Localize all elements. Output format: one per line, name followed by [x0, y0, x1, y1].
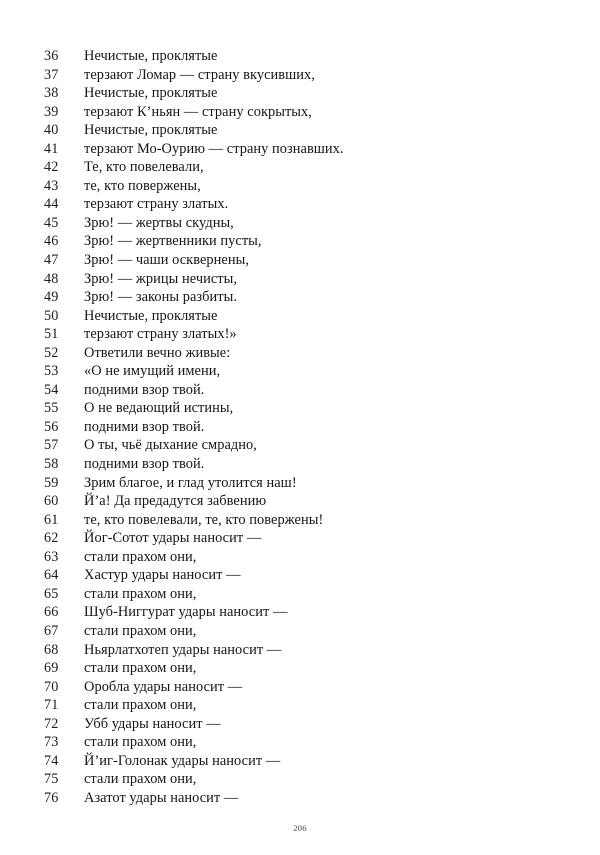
verse-line-text: Ньярлатхотеп удары наносит — — [84, 641, 282, 658]
verse-line-number: 72 — [44, 715, 59, 732]
verse-line — [0, 733, 600, 752]
verse-line — [0, 325, 600, 344]
verse-line — [0, 103, 600, 122]
verse-line — [0, 344, 600, 363]
verse-line — [0, 548, 600, 567]
verse-line-number: 66 — [44, 604, 59, 621]
verse-line — [0, 622, 600, 641]
verse-line-number: 70 — [44, 678, 59, 695]
verse-line-text: Убб удары наносит — — [84, 715, 221, 732]
verse-line-text: стали прахом они, — [84, 771, 197, 788]
verse-line-text: стали прахом они, — [84, 622, 197, 639]
verse-line-text: стали прахом они, — [84, 548, 197, 565]
verse-line-number: 41 — [44, 140, 59, 157]
verse-line-text: Й’иг-Голонак удары наносит — — [84, 752, 281, 769]
verse-line-number: 58 — [44, 456, 59, 473]
verse-line-number: 68 — [44, 641, 59, 658]
verse-line — [0, 529, 600, 548]
verse-line-number: 76 — [44, 789, 59, 806]
verse-line-text: стали прахом они, — [84, 585, 197, 602]
verse-line-text: Хастур удары наносит — — [84, 567, 241, 584]
verse-line — [0, 270, 600, 289]
verse-line-text: Нечистые, проклятые — [84, 48, 218, 64]
verse-line-text: Йог-Сотот удары наносит — — [84, 530, 262, 547]
verse-line-number: 42 — [44, 159, 59, 176]
verse-line — [0, 251, 600, 270]
page-number: 206 — [293, 823, 307, 833]
verse-line — [0, 399, 600, 418]
verse-line — [0, 84, 600, 103]
verse-line-text: стали прахом они, — [84, 697, 197, 714]
verse-line — [0, 362, 600, 381]
verse-line — [0, 752, 600, 771]
verse-line-text: О не ведающий истины, — [84, 400, 234, 417]
verse-line-text: стали прахом они, — [84, 734, 197, 751]
verse-line-number: 65 — [44, 585, 59, 602]
verse-line — [0, 436, 600, 455]
verse-line-number: 75 — [44, 771, 59, 788]
verse-line-text: Оробла удары наносит — — [84, 678, 243, 695]
verse-line-number: 61 — [44, 511, 59, 528]
verse-line — [0, 641, 600, 660]
verse-line — [0, 585, 600, 604]
verse-line — [0, 66, 600, 85]
verse-line-number: 69 — [44, 660, 59, 677]
verse-line-text: подними взор твой. — [84, 418, 205, 435]
verse-line-text: Нечистые, проклятые — [84, 122, 218, 139]
verse-line-text: те, кто повелевали, те, кто повержены! — [84, 511, 324, 528]
verse-line-text: Зрю! — жрицы нечисты, — [84, 270, 238, 287]
verse-line-number: 36 — [44, 48, 59, 64]
verse-line-text: терзают Ломар — страну вкусивших, — [84, 66, 315, 83]
verse-line — [0, 418, 600, 437]
verse-line-text: подними взор твой. — [84, 381, 205, 398]
verse-line-number: 73 — [44, 734, 59, 751]
verse-lines-container — [0, 47, 600, 807]
verse-line-number: 37 — [44, 66, 59, 83]
verse-line-number: 38 — [44, 85, 59, 102]
verse-line-text: О ты, чьё дыхание смрадно, — [84, 437, 257, 454]
verse-line-text: те, кто повержены, — [84, 177, 201, 194]
verse-line — [0, 177, 600, 196]
verse-line-number: 43 — [44, 177, 59, 194]
verse-line — [0, 288, 600, 307]
verse-line — [0, 455, 600, 474]
verse-line-number: 39 — [44, 103, 59, 120]
verse-line — [0, 715, 600, 734]
verse-line — [0, 214, 600, 233]
verse-line-text: Нечистые, проклятые — [84, 307, 218, 324]
verse-line-text: терзают страну златых!» — [84, 326, 237, 343]
verse-line — [0, 566, 600, 585]
verse-line-number: 74 — [44, 752, 59, 769]
verse-line — [0, 789, 600, 808]
verse-line-text: Те, кто повелевали, — [84, 159, 204, 176]
verse-line-text: Нечистые, проклятые — [84, 85, 218, 102]
verse-line-text: Й’а! Да предадутся забвению — [84, 493, 267, 510]
verse-line — [0, 678, 600, 697]
verse-line-number: 60 — [44, 493, 59, 510]
verse-line-number: 54 — [44, 381, 59, 398]
verse-line-text: Зрю! — жертвенники пусты, — [84, 233, 262, 250]
verse-line-number: 51 — [44, 326, 59, 343]
verse-line — [0, 696, 600, 715]
verse-line-text: подними взор твой. — [84, 456, 205, 473]
verse-line-number: 49 — [44, 289, 59, 306]
verse-line — [0, 121, 600, 140]
verse-line — [0, 232, 600, 251]
verse-line-number: 64 — [44, 567, 59, 584]
verse-line-text: Зрю! — жертвы скудны, — [84, 214, 234, 231]
verse-line-text: стали прахом они, — [84, 660, 197, 677]
verse-line-text: терзают Мо-Оурию — страну познавших. — [84, 140, 344, 157]
verse-line — [0, 381, 600, 400]
verse-line-number: 44 — [44, 196, 59, 213]
verse-line-number: 47 — [44, 252, 59, 269]
verse-line-number: 48 — [44, 270, 59, 287]
verse-line-text: Зрю! — законы разбиты. — [84, 289, 237, 306]
verse-line — [0, 659, 600, 678]
verse-line-number: 40 — [44, 122, 59, 139]
verse-line-number: 46 — [44, 233, 59, 250]
verse-line — [0, 770, 600, 789]
verse-line-text: терзают страну златых. — [84, 196, 229, 213]
verse-line-number: 57 — [44, 437, 59, 454]
verse-line — [0, 307, 600, 326]
page-footer — [0, 818, 600, 836]
verse-line — [0, 474, 600, 493]
verse-line-number: 62 — [44, 530, 59, 547]
verse-line — [0, 47, 600, 66]
verse-line-text: Ответили вечно живые: — [84, 344, 231, 361]
verse-line — [0, 140, 600, 159]
verse-line-text: Зрим благое, и глад утолится наш! — [84, 474, 297, 491]
verse-line — [0, 603, 600, 622]
verse-line-text: Азатот удары наносит — — [84, 789, 239, 806]
verse-line-number: 67 — [44, 622, 59, 639]
verse-line — [0, 492, 600, 511]
verse-line-number: 52 — [44, 344, 59, 361]
verse-line-number: 45 — [44, 214, 59, 231]
verse-line — [0, 195, 600, 214]
verse-line-number: 56 — [44, 418, 59, 435]
verse-line-number: 55 — [44, 400, 59, 417]
verse-line-number: 50 — [44, 307, 59, 324]
verse-line-text: терзают К’ньян — страну сокрытых, — [84, 103, 312, 120]
verse-line-text: Шуб-Ниггурат удары наносит — — [84, 604, 288, 621]
verse-line — [0, 158, 600, 177]
verse-line-number: 71 — [44, 697, 59, 714]
verse-line-text: Зрю! — чаши осквернены, — [84, 252, 249, 269]
verse-line-number: 63 — [44, 548, 59, 565]
verse-line-number: 59 — [44, 474, 59, 491]
verse-line-number: 53 — [44, 363, 59, 380]
verse-line — [0, 511, 600, 530]
verse-line-text: «О не имущий имени, — [84, 363, 221, 380]
